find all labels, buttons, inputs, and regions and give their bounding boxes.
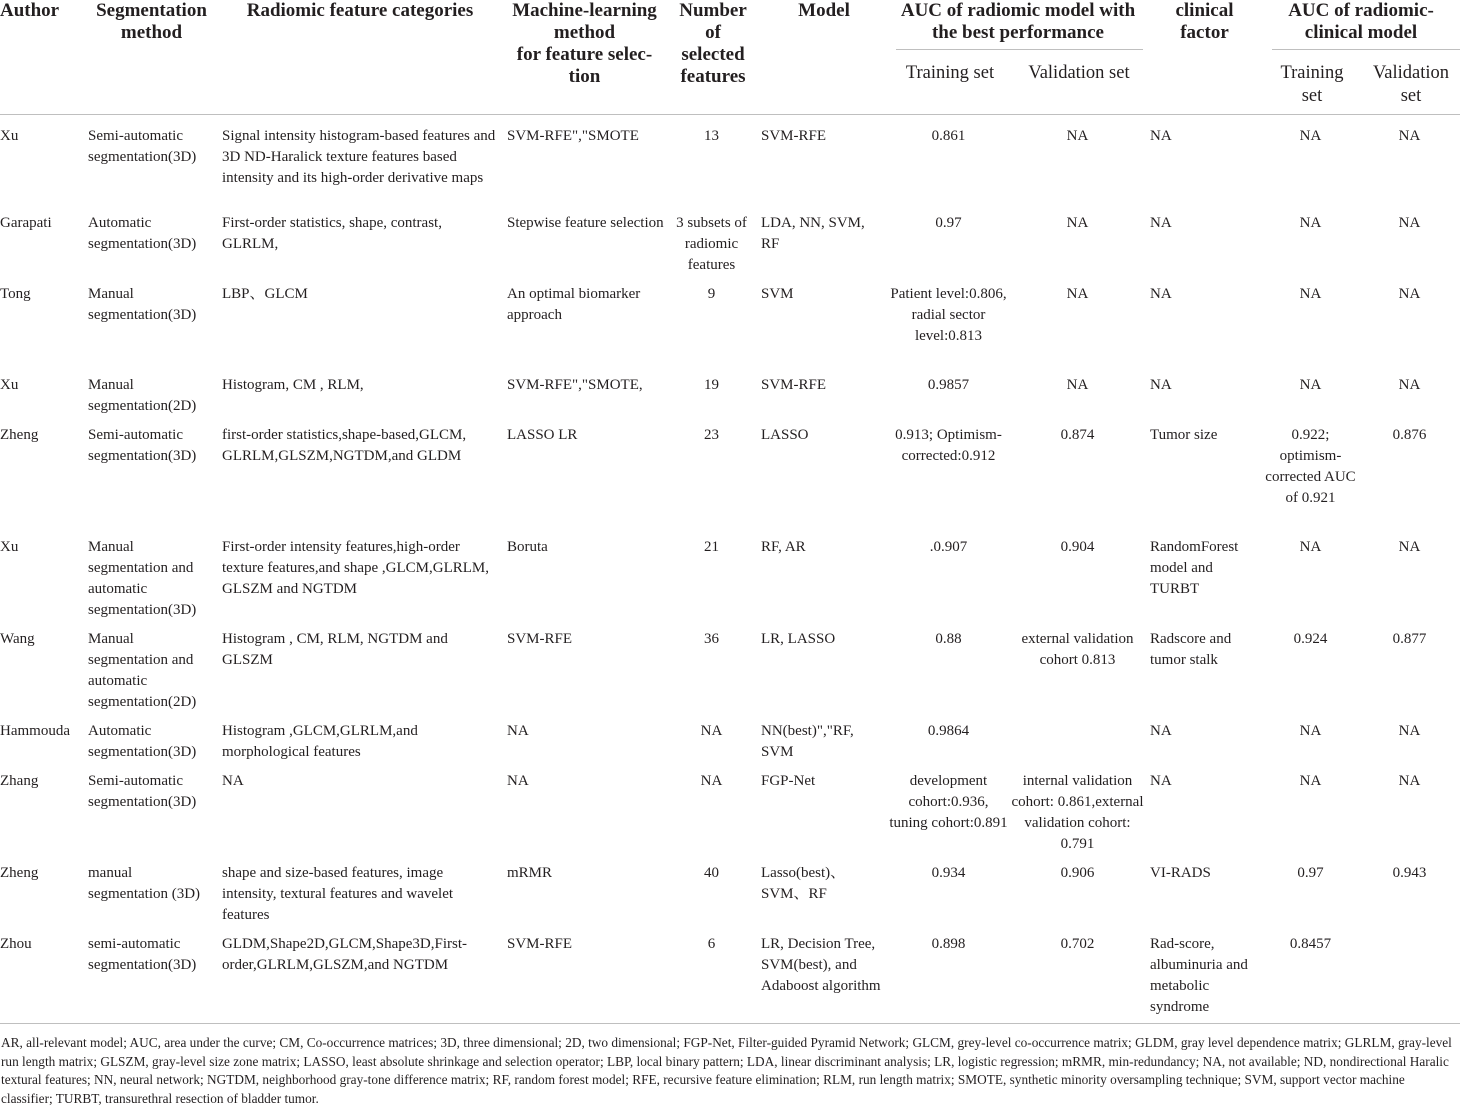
cell-auc-validation — [1011, 713, 1147, 763]
cell-number-features: 21 — [704, 539, 719, 555]
cell-rc-training: NA — [1299, 773, 1322, 789]
cell-ml-method: NA — [507, 723, 529, 739]
cell-rc-training: 0.8457 — [1289, 936, 1332, 952]
cell-radiomic-categories: First-order statistics, shape, contrast, GLRLM, — [222, 215, 442, 252]
cell-model: FGP-Net — [761, 773, 816, 789]
cell-number-features: 36 — [704, 631, 719, 647]
cell-clinical-factor: VI-RADS — [1150, 865, 1211, 881]
table-footnote: AR, all-relevant model; AUC, area under the curve; CM, Co-occurrence matrices; 3D, three dimensional; 2D, two dimensional; FGP-Net, Filter-guided Pyramid Network; GLCM, grey-level co-occurrence matrix; GLDM, gray level dependence matrix; GLRLM, gray-level run length matrix; GLSZM, gray-level size zone matrix; LASSO, least absolute shrinkage and selection operator; LBP, local binary pattern; LDA, linear discriminant analysis; LR, logistic regression; mRMR, min-redundancy; NA, not available; ND, nondirectional Haralic textural features; NN, neural network; NGTDM, neighborhood gray-tone difference matrix; RF, random forest model; RFE, recursive feature elimination; RLM, run length matrix; SMOTE, synthetic minority oversampling technique; SVM, support vector machine classifier; TURBT, transurethral resection of bladder tumor. — [1, 1035, 1452, 1106]
cell-model: RF, AR — [761, 539, 806, 555]
cell-rc-validation: NA — [1398, 128, 1421, 144]
cell-rc-validation: NA — [1398, 377, 1421, 393]
cell-auc-validation: 0.874 — [1060, 427, 1095, 443]
cell-ml-method: Stepwise feature selection — [507, 215, 664, 231]
cell-auc-validation: NA — [1066, 128, 1089, 144]
cell-auc-validation: internal validation cohort: 0.861,external validation cohort: 0.791 — [1011, 773, 1144, 852]
cell-number-features: 9 — [707, 286, 716, 302]
cell-rc-validation: 0.876 — [1392, 427, 1427, 443]
cell-rc-training: NA — [1299, 128, 1322, 144]
header-rc-training-line: Training — [1280, 63, 1344, 83]
cell-rc-validation: 0.943 — [1392, 865, 1427, 881]
cell-auc-validation: 0.904 — [1060, 539, 1095, 555]
cell-auc-training: .0.907 — [929, 539, 968, 555]
cell-segmentation-method: Automatic segmentation(3D) — [88, 723, 197, 760]
cell-rc-training: NA — [1299, 377, 1322, 393]
cell-model: Lasso(best)、SVM、RF — [761, 865, 846, 902]
header-auc-radiomic — [889, 0, 1147, 50]
header-ml-method-line: for feature selec- — [516, 44, 653, 65]
header-ml-method-line: tion — [568, 66, 601, 87]
header-auc-radiomic-line: AUC of radiomic model with — [900, 0, 1136, 21]
cell-rc-validation: NA — [1398, 215, 1421, 231]
cell-model: SVM-RFE — [761, 128, 827, 144]
cell-number-features: 40 — [704, 865, 719, 881]
cell-rc-training: NA — [1299, 539, 1322, 555]
cell-segmentation-method: manual segmentation (3D) — [88, 865, 201, 902]
header-ml-method-line: method — [553, 22, 616, 43]
cell-model: SVM — [761, 286, 794, 302]
cell-segmentation-method: Manual segmentation(3D) — [88, 286, 197, 323]
cell-rc-validation: NA — [1398, 539, 1421, 555]
table-header — [0, 0, 1460, 114]
table-bottom-rule — [0, 1023, 1460, 1024]
cell-auc-validation: NA — [1066, 215, 1089, 231]
cell-ml-method: SVM-RFE","SMOTE — [507, 128, 639, 144]
cell-model: LR, LASSO — [761, 631, 836, 647]
header-rc-training-line: set — [1301, 86, 1323, 106]
cell-rc-validation: NA — [1398, 773, 1421, 789]
cell-radiomic-categories: Histogram , CM, RLM, NGTDM and GLSZM — [222, 631, 448, 668]
cell-auc-validation: 0.906 — [1060, 865, 1095, 881]
cell-auc-validation: NA — [1066, 286, 1089, 302]
cell-clinical-factor: NA — [1150, 377, 1172, 393]
header-radiomic-feature-categories: Radiomic feature categories — [246, 0, 474, 21]
header-segmentation-method: Segmentation method — [96, 0, 207, 43]
header-author: Author — [0, 0, 60, 21]
header-rc-validation-line: set — [1400, 86, 1422, 106]
cell-clinical-factor: Radscore and tumor stalk — [1150, 631, 1232, 668]
table-body — [0, 114, 1460, 1020]
cell-rc-training: 0.922; optimism-corrected AUC of 0.921 — [1265, 427, 1356, 506]
header-bottom-rule — [0, 114, 1460, 115]
cell-number-features: 23 — [704, 427, 719, 443]
cell-rc-training: NA — [1299, 215, 1322, 231]
cell-author: Tong — [0, 286, 31, 302]
cell-radiomic-categories: first-order statistics,shape-based,GLCM, GLRLM,GLSZM,NGTDM,and GLDM — [222, 427, 467, 464]
cell-author: Zhou — [0, 936, 32, 952]
table-row — [0, 205, 1460, 276]
header-group-divider — [1272, 49, 1460, 50]
cell-auc-training: 0.861 — [931, 128, 966, 144]
cell-segmentation-method: Semi-automatic segmentation(3D) — [88, 128, 197, 165]
cell-number-features: 19 — [704, 377, 719, 393]
cell-auc-training: 0.934 — [931, 865, 966, 881]
cell-rc-validation: 0.877 — [1392, 631, 1427, 647]
cell-auc-training: 0.88 — [935, 631, 962, 647]
cell-auc-validation: 0.702 — [1060, 936, 1095, 952]
header-model: Model — [798, 0, 850, 21]
cell-author: Garapati — [0, 215, 52, 231]
cell-clinical-factor: NA — [1150, 286, 1172, 302]
cell-ml-method: LASSO LR — [507, 427, 578, 443]
cell-clinical-factor: NA — [1150, 128, 1172, 144]
cell-auc-training: Patient level:0.806, radial sector level:0.813 — [890, 286, 1007, 344]
header-ml-method — [502, 0, 667, 114]
table-row — [0, 926, 1460, 1020]
cell-segmentation-method: Manual segmentation and automatic segmentation(2D) — [88, 631, 197, 710]
cell-segmentation-method: Semi-automatic segmentation(3D) — [88, 773, 197, 810]
cell-radiomic-categories: Histogram ,GLCM,GLRLM,and morphological features — [222, 723, 418, 760]
cell-radiomic-categories: Histogram, CM , RLM, — [222, 377, 364, 393]
header-clinical-factor — [1147, 0, 1262, 114]
header-auc-radiomic-clinical — [1262, 0, 1460, 50]
table-row — [0, 114, 1460, 205]
cell-auc-validation: external validation cohort 0.813 — [1021, 631, 1134, 668]
cell-number-features: NA — [700, 773, 723, 789]
cell-number-features: 6 — [707, 936, 716, 952]
cell-rc-training: 0.924 — [1293, 631, 1328, 647]
cell-author: Xu — [0, 128, 19, 144]
header-number-selected-features — [667, 0, 759, 114]
header-rc-validation-set — [1362, 50, 1460, 114]
cell-ml-method: SVM-RFE — [507, 936, 573, 952]
cell-model: LR, Decision Tree, SVM(best), and Adaboost algorithm — [761, 936, 881, 994]
table-row — [0, 276, 1460, 367]
cell-ml-method: An optimal biomarker approach — [507, 286, 641, 323]
cell-author: Wang — [0, 631, 35, 647]
table-row — [0, 855, 1460, 926]
cell-author: Xu — [0, 377, 19, 393]
cell-auc-training: 0.913; Optimism-corrected:0.912 — [895, 427, 1002, 464]
cell-rc-validation: NA — [1398, 286, 1421, 302]
header-group-divider — [896, 49, 1143, 50]
cell-author: Zheng — [0, 865, 39, 881]
header-clinical-line: clinical — [1175, 0, 1234, 21]
header-rc-training-set — [1262, 50, 1362, 114]
cell-radiomic-categories: Signal intensity histogram-based features and 3D ND-Haralick texture features based intensity and its high-order derivative maps — [222, 128, 496, 186]
cell-clinical-factor: Tumor size — [1150, 427, 1218, 443]
cell-radiomic-categories: shape and size-based features, image intensity, textural features and wavelet features — [222, 865, 454, 923]
cell-auc-training: 0.9857 — [927, 377, 970, 393]
cell-clinical-factor: NA — [1150, 723, 1172, 739]
cell-segmentation-method: Automatic segmentation(3D) — [88, 215, 197, 252]
cell-author: Xu — [0, 539, 19, 555]
cell-ml-method: SVM-RFE","SMOTE, — [507, 377, 643, 393]
cell-radiomic-categories: First-order intensity features,high-order texture features,and shape ,GLCM,GLRLM, GLSZM and NGTDM — [222, 539, 490, 597]
cell-segmentation-method: Semi-automatic segmentation(3D) — [88, 427, 197, 464]
cell-model: NN(best)","RF, SVM — [761, 723, 854, 760]
cell-number-features: NA — [700, 723, 723, 739]
cell-auc-training: 0.898 — [931, 936, 966, 952]
cell-author: Zheng — [0, 427, 39, 443]
cell-clinical-factor: NA — [1150, 215, 1172, 231]
table-row — [0, 417, 1460, 529]
cell-auc-training: 0.9864 — [927, 723, 970, 739]
cell-auc-training: development cohort:0.936, tuning cohort:0.891 — [889, 773, 1008, 831]
header-auc-clinical-line: AUC of radiomic- — [1288, 0, 1434, 21]
cell-radiomic-categories: GLDM,Shape2D,GLCM,Shape3D,First-order,GLRLM,GLSZM,and NGTDM — [222, 936, 467, 973]
cell-clinical-factor: Rad-score, albuminuria and metabolic syndrome — [1150, 936, 1248, 1015]
cell-number-features: 3 subsets of radiomic features — [676, 215, 747, 273]
cell-auc-training: 0.97 — [935, 215, 962, 231]
header-auc-radiomic-line: the best performance — [931, 22, 1104, 43]
table-row — [0, 367, 1460, 417]
cell-ml-method: SVM-RFE — [507, 631, 573, 647]
cell-clinical-factor: NA — [1150, 773, 1172, 789]
cell-author: Hammouda — [0, 723, 70, 739]
cell-rc-training: 0.97 — [1297, 865, 1324, 881]
cell-auc-validation: NA — [1066, 377, 1089, 393]
cell-clinical-factor: RandomForest model and TURBT — [1150, 539, 1239, 597]
header-ml-method-line: Machine-learning — [512, 0, 657, 21]
cell-rc-training: NA — [1299, 723, 1322, 739]
cell-ml-method: mRMR — [507, 865, 553, 881]
header-number-line: Number — [679, 0, 747, 21]
header-number-line: selected — [681, 44, 745, 65]
cell-rc-validation: NA — [1398, 723, 1421, 739]
cell-model: LASSO — [761, 427, 809, 443]
header-rc-validation-line: Validation — [1372, 63, 1450, 83]
table-row — [0, 763, 1460, 855]
cell-radiomic-categories: NA — [222, 773, 244, 789]
cell-ml-method: Boruta — [507, 539, 548, 555]
cell-radiomic-categories: LBP、GLCM — [222, 286, 308, 302]
table-row — [0, 713, 1460, 763]
header-number-line: features — [680, 66, 746, 87]
cell-model: LDA, NN, SVM, RF — [761, 215, 865, 252]
header-training-set: Training set — [905, 63, 995, 83]
header-number-line: of — [705, 22, 721, 43]
header-clinical-line: factor — [1180, 22, 1229, 43]
cell-rc-validation — [1362, 926, 1460, 1020]
table-row — [0, 621, 1460, 713]
cell-model: SVM-RFE — [761, 377, 827, 393]
header-auc-clinical-line: clinical model — [1304, 22, 1418, 43]
table-row — [0, 529, 1460, 621]
header-validation-set: Validation set — [1028, 63, 1130, 83]
cell-number-features: 13 — [704, 128, 719, 144]
cell-rc-training: NA — [1299, 286, 1322, 302]
cell-author: Zhang — [0, 773, 39, 789]
cell-segmentation-method: Manual segmentation(2D) — [88, 377, 197, 414]
cell-ml-method: NA — [507, 773, 529, 789]
cell-segmentation-method: semi-automatic segmentation(3D) — [88, 936, 197, 973]
cell-segmentation-method: Manual segmentation and automatic segmentation(3D) — [88, 539, 197, 618]
